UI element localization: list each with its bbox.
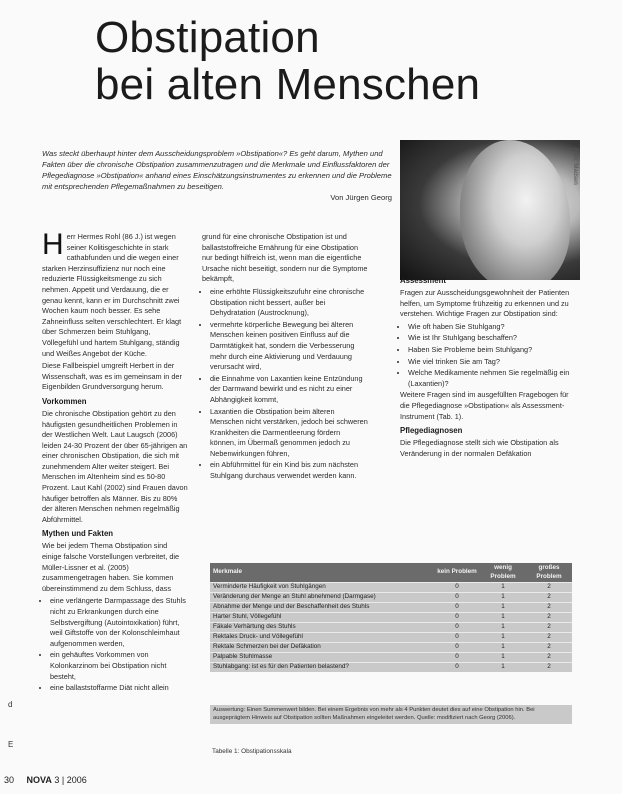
table-cell: Veränderung der Menge an Stuhl abnehmend (Darmgase) xyxy=(210,593,434,603)
table-cell: 0 xyxy=(434,603,480,613)
table-row xyxy=(210,613,572,623)
table-cell: Rektales Druck- und Völlegefühl xyxy=(210,633,434,643)
table-cell: 1 xyxy=(480,623,526,633)
photo-credit: Foto: Madsen xyxy=(572,148,578,185)
author-byline: Von Jürgen Georg xyxy=(330,193,392,202)
page-number: 30 xyxy=(4,775,15,785)
list-item: • Wie oft haben Sie Stuhlgang? xyxy=(408,322,572,333)
section-heading-assessment: Assessment xyxy=(400,276,446,285)
title-line-1: Obstipation xyxy=(95,13,320,62)
section-heading-pflegediagnosen: Pflegediagnosen xyxy=(400,426,463,436)
paragraph: Weitere Fragen sind im ausgefüllten Fragebogen für die Pflegediagnose »Obstipation« als Assessment-Instrument (Tab. 1). xyxy=(400,390,569,421)
table-cell: 1 xyxy=(480,583,526,593)
column-header: Merkmale xyxy=(210,563,434,583)
page-footer xyxy=(4,775,87,785)
margin-mark: E xyxy=(8,740,14,749)
lead-text: Was steckt überhaupt hinter dem Ausscheidungsproblem »Obstipation«? Es geht darum, Mythen und Fakten über die chronische Obstipation zusammenzutragen und die Merkmale und Einflussfaktoren der Pflegediagnose »Obstipation« anhand eines Einschätzungsinstrumentes zu erkennen und die Probleme mit entsprechenden Pflegemaßnahmen zu beseitigen. xyxy=(42,149,392,191)
list-item: • ein gehäuftes Vorkommen von Kolonkarzinom bei Obstipation nicht besteht, xyxy=(50,650,188,682)
column-header: kein Problem xyxy=(434,563,480,583)
table-row xyxy=(210,593,572,603)
table-cell: 2 xyxy=(526,653,572,663)
section-heading-mythen: Mythen und Fakten xyxy=(42,529,114,539)
table-cell: 0 xyxy=(434,593,480,603)
table-cell: 2 xyxy=(526,623,572,633)
table-row xyxy=(210,643,572,653)
paragraph: Diese Fallbeispiel umgreift Herbert in der Wissenschaft, was es im gemeinsam in der Eigenbilden Grundversorgung herum. xyxy=(42,361,182,392)
list-item: • Wie ist Ihr Stuhlgang beschaffen? xyxy=(408,333,572,344)
table-cell: 0 xyxy=(434,663,480,673)
title-line-2: bei alten Menschen xyxy=(95,60,481,109)
paragraph: Die chronische Obstipation gehört zu den häufigsten gesundheitlichen Problemen in der Westlichen Welt. Laut Laugsch (2006) leiden 24-30 Prozent der über 65-jährigen an einer chronischen Obstipation, die sich mit zunehmendem Alter weiter steigert. Bei Menschen im Altenheim sind es 50-80 Prozent. Laut Kahl (2002) sind Frauen davon häufiger betroffen als Männer. Bis zu 80% der älteren Menschen nehmen regelmäßig Abführmittel. xyxy=(42,408,188,524)
obstipation-scale-table xyxy=(210,563,572,672)
list-item: • vermehrte körperliche Bewegung bei älteren Menschen keinen positiven Einfluss auf die Darmtätigkeit hat, sondern die Verbesserung mehr durch eine Aktivierung und Verdauung verursacht wird, xyxy=(210,320,368,373)
table-cell: 0 xyxy=(434,623,480,633)
drop-cap: H xyxy=(42,228,64,261)
table-cell: 2 xyxy=(526,603,572,613)
bullet-list xyxy=(400,322,572,390)
list-item: • Wie viel trinken Sie am Tag? xyxy=(408,357,572,368)
table-cell: 1 xyxy=(480,613,526,623)
table-footnote: Auswertung: Einen Summenwert bilden. Bei einem Ergebnis von mehr als 4 Punkten deutet dies auf eine Obstipation hin. Bei ausgeprägtem Hinweis auf Obstipation sollten Maßnahmen eingeleitet werden. Quelle: modifiziert nach Georg (2006). xyxy=(210,705,572,724)
table-cell: 2 xyxy=(526,593,572,603)
paragraph: Wie bei jedem Thema Obstipation sind einige falsche Vorstellungen verbreitet, die Müller-Lissner et al. (2005) zusammengetragen haben. Sie kommen übereinstimmend zu dem Schluss, dass xyxy=(42,541,180,593)
list-item: • ein Abführmittel für ein Kind bis zum nächsten Stuhlgang durchaus verwendet werden kann. xyxy=(210,460,368,481)
table-cell: 0 xyxy=(434,583,480,593)
table-row xyxy=(210,583,572,593)
table-cell: 2 xyxy=(526,633,572,643)
table-cell: 2 xyxy=(526,643,572,653)
table-cell: 1 xyxy=(480,653,526,663)
table-cell: 1 xyxy=(480,643,526,653)
column-header: großes Problem xyxy=(526,563,572,583)
list-item: • Haben Sie Probleme beim Stuhlgang? xyxy=(408,345,572,356)
bullet-list xyxy=(202,287,368,482)
list-item: • eine verlängerte Darmpassage des Stuhls nicht zu Erkrankungen durch eine Selbstvergiftung (Autointoxikation) führt, weil Giftstoffe von der Kolonschleimhaut aufgenommen werden, xyxy=(50,596,188,649)
column-header: wenig Problem xyxy=(480,563,526,583)
table-row xyxy=(210,633,572,643)
table-cell: 2 xyxy=(526,663,572,673)
issue-number: 3 | 2006 xyxy=(54,775,87,785)
text-column-1 xyxy=(42,228,188,695)
table-cell: Harter Stuhl, Völlegefühl xyxy=(210,613,434,623)
table-cell: Verminderte Häufigkeit von Stuhlgängen xyxy=(210,583,434,593)
table-cell: 1 xyxy=(480,663,526,673)
table-cell: Rektale Schmerzen bei der Defäkation xyxy=(210,643,434,653)
table-cell: 1 xyxy=(480,633,526,643)
paragraph: grund für eine chronische Obstipation ist und ballaststoffreiche Ernährung für eine Obstipation nur bedingt hilfreich ist, wenn man die eigentliche Ursache nicht beseitigt, sondern nur die Symptome bekämpft, xyxy=(202,232,368,284)
article-lead xyxy=(42,148,392,203)
margin-mark: d xyxy=(8,700,13,709)
table-cell: 0 xyxy=(434,633,480,643)
table-caption: Tabelle 1: Obstipationsskala xyxy=(212,748,292,755)
table-cell: 2 xyxy=(526,613,572,623)
table-header-row xyxy=(210,563,572,583)
list-item: • eine erhöhte Flüssigkeitszufuhr eine chronische Obstipation nicht bessert, außer bei Dehydratation (Austrocknung), xyxy=(210,287,368,319)
article-title xyxy=(95,14,555,108)
table-cell: Palpable Stuhlmasse xyxy=(210,653,434,663)
table-row xyxy=(210,663,572,673)
list-item: • die Einnahme von Laxantien keine Entzündung der Darmwand bewirkt und es nicht zu einer Abhängigkeit kommt, xyxy=(210,374,368,406)
table-row xyxy=(210,623,572,633)
table-cell: 1 xyxy=(480,593,526,603)
table-cell: 0 xyxy=(434,613,480,623)
photo-subject xyxy=(460,140,570,280)
table-cell: Abnahme der Menge und der Beschaffenheit des Stuhls xyxy=(210,603,434,613)
text-column-2 xyxy=(202,232,368,483)
table-cell: Stuhlabgang: ist es für den Patienten belastend? xyxy=(210,663,434,673)
table-row xyxy=(210,603,572,613)
paragraph: Die Pflegediagnose stellt sich wie Obstipation als Veränderung in der normalen Defäkation xyxy=(400,438,559,458)
bullet-list xyxy=(42,596,188,693)
table-cell: 1 xyxy=(480,603,526,613)
text-column-3 xyxy=(400,272,572,461)
list-item: • Laxantien die Obstipation beim älteren Menschen nicht verstärken, jedoch bei schweren Krankheiten die Darmentleerung fördern können, im Übermaß genommen jedoch zu Nebenwirkungen führen, xyxy=(210,407,368,460)
table-cell: 2 xyxy=(526,583,572,593)
paragraph-text: err Hermes Rohl (86 J.) ist wegen seiner Kolitisgeschichte in stark cathabfunden und die wegen einer starken Herzinsuffizienz nur noch eine reduzierte Flüssigkeitsmenge zu sich nehmen. Appetit und Verdauung, die er genau kennt, kann er im Durchschnitt zwei Wochen kaum noch besser. Es sehe Zahneinfluss selten verschlechtert. Er klagt über Schmerzen beim Stuhlgang, Völlegefühl und hartem Stuhlgang, ständig und Weißes Angebot der Küche. xyxy=(42,232,182,358)
paragraph-intro xyxy=(42,228,188,359)
article-photo xyxy=(400,140,580,280)
table-cell: 0 xyxy=(434,653,480,663)
paragraph: Fragen zur Ausscheidungsgewohnheit der Patienten helfen, um Symptome frühzeitig zu erkennen und zu verstehen. Wichtige Fragen zur Obstipation sind: xyxy=(400,288,570,319)
table-cell: 0 xyxy=(434,643,480,653)
table-row xyxy=(210,653,572,663)
magazine-name: NOVA xyxy=(26,775,52,785)
table-cell: Fäkale Verhärtung des Stuhls xyxy=(210,623,434,633)
list-item: • eine ballaststoffarme Diät nicht allein xyxy=(50,683,188,694)
list-item: • Welche Medikamente nehmen Sie regelmäßig ein (Laxantien)? xyxy=(408,368,572,389)
section-heading-vorkommen: Vorkommen xyxy=(42,396,87,406)
